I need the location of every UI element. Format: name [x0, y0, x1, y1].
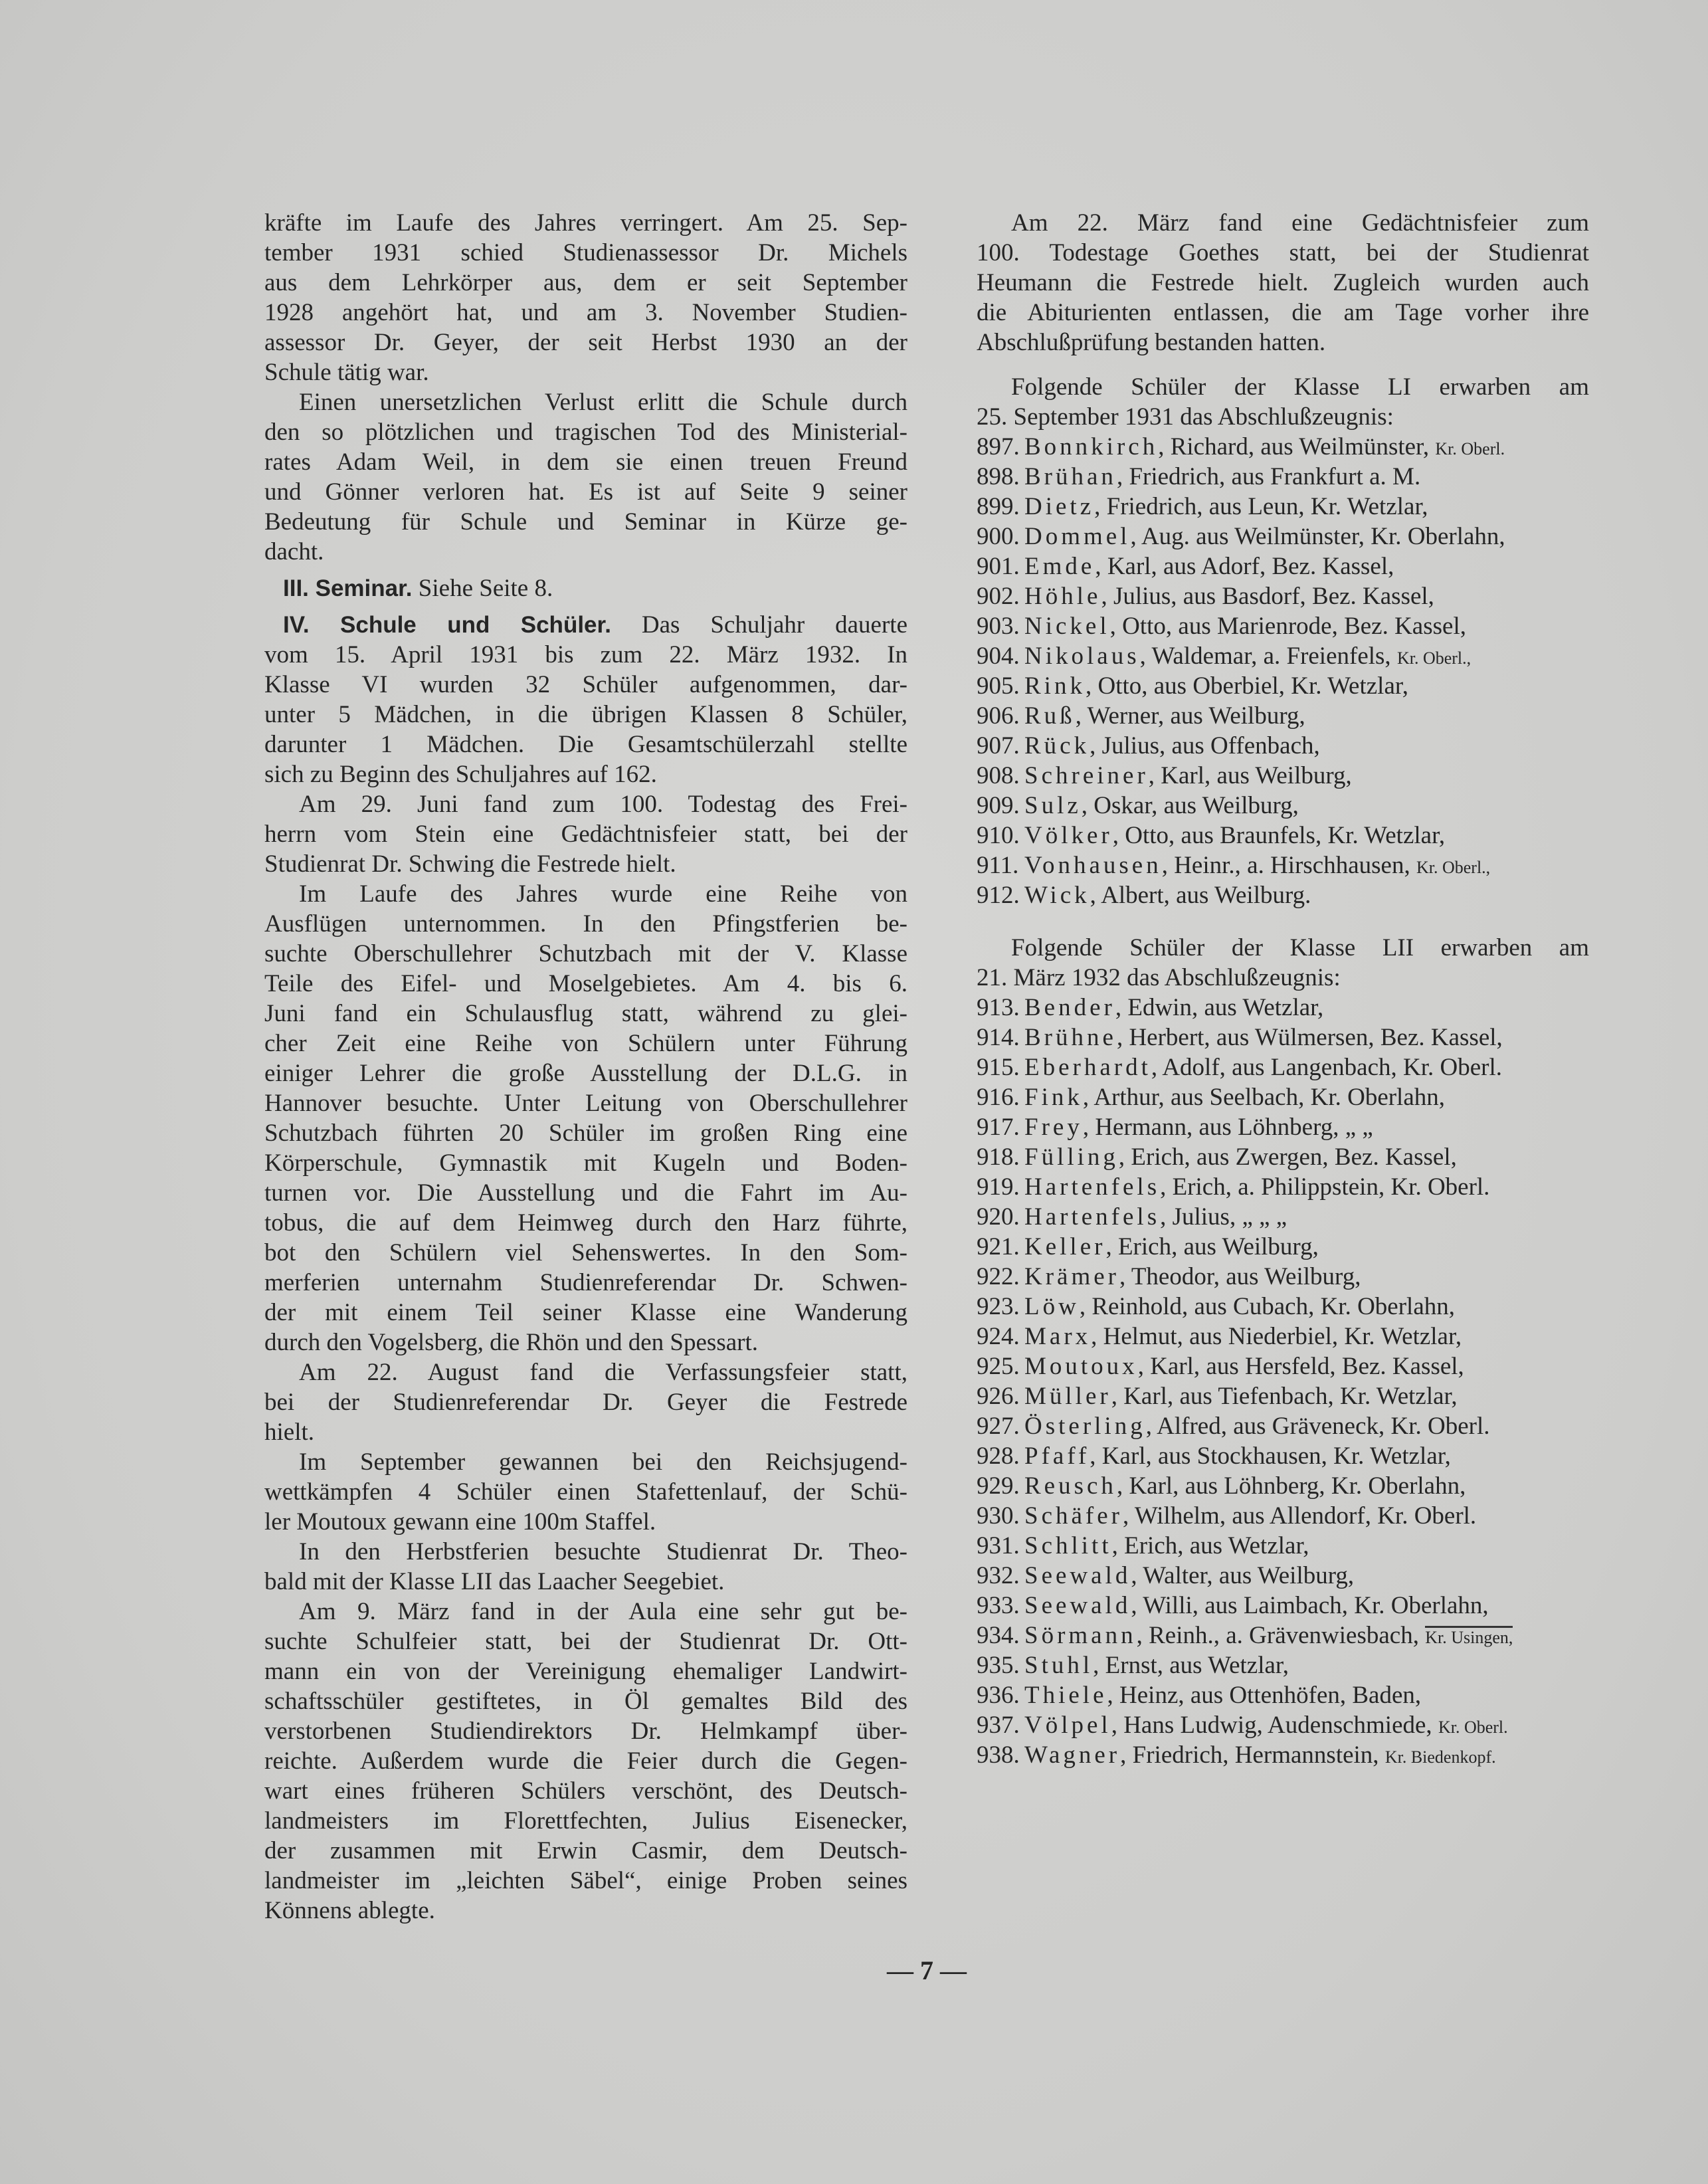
student-details: , Helmut, aus Niederbiel, Kr. Wetzlar, — [1091, 1323, 1462, 1350]
list-item — [977, 1591, 1589, 1621]
list-item — [977, 731, 1589, 761]
list-item — [977, 1710, 1589, 1740]
list-item — [977, 581, 1589, 611]
entry-number: 911. — [977, 852, 1019, 879]
student-details: , Heinr., a. Hirschhausen, — [1161, 852, 1410, 879]
text-line: Am 9. März fand in der Aula eine sehr gut be- — [299, 1598, 907, 1625]
student-details: , Erich, aus Wetzlar, — [1111, 1532, 1309, 1559]
student-surname: Sörmann — [1024, 1622, 1137, 1649]
text-line: wettkämpfen 4 Schüler einen Stafettenlauf, der Schü- — [264, 1478, 907, 1506]
student-details: , Walter, aus Weilburg, — [1131, 1562, 1355, 1589]
entry-number: 920. — [977, 1203, 1020, 1231]
text-line: 100. Todestage Goethes statt, bei der Studienrat — [977, 239, 1589, 266]
text-line: Teile des Eifel- und Moselgebietes. Am 4. bis 6. — [264, 970, 907, 997]
entry-number: 900. — [977, 523, 1020, 550]
district-note: Kr. Biedenkopf. — [1384, 1747, 1496, 1767]
text-line: rates Adam Weil, in dem sie einen treuen Freund — [264, 448, 907, 476]
entry-number: 904. — [977, 643, 1020, 670]
student-surname: Schäfer — [1024, 1502, 1123, 1530]
student-details: , Willi, aus Laimbach, Kr. Oberlahn, — [1131, 1592, 1489, 1619]
text-line: sich zu Beginn des Schuljahres auf 162. — [264, 761, 657, 788]
list-item — [977, 1351, 1589, 1381]
student-details: , Otto, aus Oberbiel, Kr. Wetzlar, — [1085, 672, 1408, 700]
student-details: , Julius, „ „ „ — [1160, 1203, 1287, 1231]
text-line: ler Moutoux gewann eine 100m Staffel. — [264, 1508, 656, 1536]
text-line: merferien unternahm Studienreferendar Dr. Schwen- — [264, 1269, 907, 1296]
district-note: Kr. Oberl. — [1435, 439, 1505, 458]
entry-number: 919. — [977, 1173, 1020, 1201]
text-line: den so plötzlichen und tragischen Tod des Ministerial- — [264, 419, 907, 446]
student-details: , Hermann, aus Löhnberg, „ „ — [1082, 1114, 1373, 1141]
student-details: , Aug. aus Weilmünster, Kr. Oberlahn, — [1130, 523, 1505, 550]
text-line: der mit einem Teil seiner Klasse eine Wanderung — [264, 1299, 907, 1326]
entry-number: 927. — [977, 1413, 1020, 1440]
student-details: , Karl, aus Löhnberg, Kr. Oberlahn, — [1116, 1472, 1466, 1500]
student-surname: Eberhardt — [1024, 1054, 1151, 1081]
entry-number: 915. — [977, 1054, 1020, 1081]
text-line: vom 15. April 1931 bis zum 22. März 1932. In — [264, 641, 907, 668]
student-surname: Keller — [1024, 1233, 1106, 1260]
text-line: bei der Studienreferendar Dr. Geyer die Festrede — [264, 1389, 907, 1416]
entry-number: 897. — [977, 433, 1020, 460]
list-item — [977, 1740, 1589, 1770]
student-surname: Höhle — [1024, 583, 1101, 610]
student-details: , Alfred, aus Grävenеck, Kr. Oberl. — [1145, 1413, 1490, 1440]
list-item — [977, 1052, 1589, 1082]
list-item — [977, 1561, 1589, 1591]
text-line: Am 29. Juni fand zum 100. Todestag des Frei- — [299, 791, 907, 818]
student-surname: Nikolaus — [1024, 643, 1140, 670]
text-line: cher Zeit eine Reihe von Schülern unter Führung — [264, 1030, 907, 1057]
student-details: , Karl, aus Weilburg, — [1148, 762, 1352, 789]
entry-number: 909. — [977, 792, 1020, 819]
entry-number: 928. — [977, 1442, 1020, 1470]
list-item — [977, 432, 1589, 462]
student-surname: Dietz — [1024, 493, 1095, 520]
list-item — [977, 1411, 1589, 1441]
entry-number: 924. — [977, 1323, 1020, 1350]
text-line: Das Schuljahr dauerte — [611, 611, 908, 639]
student-details: , Karl, aus Tiefenbach, Kr. Wetzlar, — [1111, 1383, 1458, 1410]
district-note: Kr. Oberl., — [1416, 858, 1491, 877]
text-line: 25. September 1931 das Abschlußzeugnis: — [977, 403, 1394, 431]
entry-number: 938. — [977, 1741, 1020, 1769]
list-item — [977, 522, 1589, 551]
list-item — [977, 880, 1589, 910]
section-heading: III. Seminar. — [283, 575, 413, 601]
student-details: , Wilhelm, aus Allendorf, Kr. Oberl. — [1123, 1502, 1477, 1530]
text-line: landmeisters im Florettfechten, Julius Eisenecker, — [264, 1807, 907, 1835]
text-line: Studienrat Dr. Schwing die Festrede hielt. — [264, 850, 676, 878]
district-note: Kr. Oberl., — [1396, 648, 1471, 668]
text-line: suchte Oberschullehrer Schutzbach mit der V. Klasse — [264, 940, 907, 967]
entry-number: 918. — [977, 1143, 1020, 1171]
entry-number: 902. — [977, 583, 1020, 610]
student-surname: Vonhausen — [1024, 852, 1162, 879]
student-surname: Hartenfels — [1024, 1203, 1161, 1231]
paragraph — [977, 208, 1589, 357]
student-details: , Hans Ludwig, Audenschmiede, — [1111, 1712, 1432, 1739]
student-surname: Seewald — [1024, 1562, 1131, 1589]
student-surname: Löw — [1024, 1293, 1080, 1320]
student-details: , Heinz, aus Ottenhöfen, Baden, — [1107, 1682, 1422, 1709]
list-item — [977, 993, 1589, 1023]
section-heading-line — [264, 610, 907, 640]
entry-number: 931. — [977, 1532, 1020, 1559]
student-surname: Nickel — [1024, 613, 1110, 640]
list-item — [977, 671, 1589, 701]
text-line: suchte Schulfeier statt, bei der Studienrat Dr. Ott- — [264, 1628, 907, 1655]
student-details: , Arthur, aus Seelbach, Kr. Oberlahn, — [1082, 1084, 1446, 1111]
student-details: , Albert, aus Weilburg. — [1090, 882, 1311, 909]
text-line: Schule tätig war. — [264, 359, 429, 386]
list-item — [977, 1142, 1589, 1172]
text-line: 1928 angehört hat, und am 3. November Studien- — [264, 299, 907, 326]
text-line: Schutzbach führten 20 Schüler im großen Ring eine — [264, 1120, 907, 1147]
text-line: Hannover besuchte. Unter Leitung von Oberschullehrer — [264, 1090, 907, 1117]
text-line: Siehe Seite 8. — [412, 575, 553, 602]
text-line: Juni fand ein Schulausflug statt, während zu glei- — [264, 1000, 907, 1027]
entry-number: 921. — [977, 1233, 1020, 1260]
section-heading: IV. Schule und Schüler. — [283, 612, 611, 638]
text-line: In den Herbstferien besuchte Studienrat Dr. Theo- — [299, 1538, 907, 1565]
list-item — [977, 641, 1589, 671]
student-details: , Ernst, aus Wetzlar, — [1093, 1652, 1289, 1679]
list-item — [977, 1023, 1589, 1052]
list-item — [977, 1322, 1589, 1351]
list-item — [977, 1441, 1589, 1471]
list-item — [977, 1501, 1589, 1531]
entry-number: 905. — [977, 672, 1020, 700]
section-heading-line — [264, 573, 907, 603]
entry-number: 914. — [977, 1024, 1020, 1051]
text-line: reichte. Außerdem wurde die Feier durch die Gegen- — [264, 1747, 907, 1775]
text-line: kräfte im Laufe des Jahres verringert. Am 25. Sep- — [264, 209, 907, 237]
list-item — [977, 1262, 1589, 1292]
student-details: , Karl, aus Adorf, Bez. Kassel, — [1095, 553, 1394, 580]
text-line: schaftsschüler gestiftetes, in Öl gemaltes Bild des — [264, 1688, 907, 1715]
student-surname: Bonnkirch — [1024, 433, 1159, 460]
student-details: , Herbert, aus Wülmersen, Bez. Kassel, — [1116, 1024, 1503, 1051]
paragraph — [264, 208, 907, 387]
student-surname: Pfaff — [1024, 1442, 1090, 1470]
entry-number: 925. — [977, 1353, 1020, 1380]
entry-number: 910. — [977, 822, 1020, 849]
text-line: tember 1931 schied Studienassessor Dr. Michels — [264, 239, 907, 266]
paragraph — [264, 879, 907, 1357]
student-list — [977, 993, 1589, 1770]
text-line: Am 22. August fand die Verfassungsfeier statt, — [299, 1359, 907, 1386]
list-item — [977, 1172, 1589, 1202]
list-item — [977, 791, 1589, 821]
text-line: aus dem Lehrkörper aus, dem er seit September — [264, 269, 907, 296]
student-surname: Moutoux — [1024, 1353, 1138, 1380]
entry-number: 926. — [977, 1383, 1020, 1410]
student-surname: Brühne — [1024, 1024, 1117, 1051]
text-line: assessor Dr. Geyer, der seit Herbst 1930 an der — [264, 329, 907, 356]
entry-number: 903. — [977, 613, 1020, 640]
text-line: die Abiturienten entlassen, die am Tage vorher ihre — [977, 299, 1589, 326]
list-item — [977, 551, 1589, 581]
entry-number: 916. — [977, 1084, 1020, 1111]
text-line: Ausflügen unternommen. In den Pfingstferien be- — [264, 910, 907, 938]
paragraph — [264, 610, 907, 789]
list-item — [977, 1202, 1589, 1232]
text-line: verstorbenen Studiendirektors Dr. Helmkampf über- — [264, 1718, 907, 1745]
student-surname: Frey — [1024, 1114, 1083, 1141]
student-details: , Erich, aus Weilburg, — [1105, 1233, 1319, 1260]
student-details: , Reinhold, aus Cubach, Kr. Oberlahn, — [1079, 1293, 1455, 1320]
paragraph — [264, 1357, 907, 1447]
entry-number: 917. — [977, 1114, 1020, 1141]
student-surname: Wagner — [1024, 1741, 1121, 1769]
text-line: Abschlußprüfung bestanden hatten. — [977, 329, 1326, 356]
student-details: , Friedrich, aus Leun, Kr. Wetzlar, — [1094, 493, 1428, 520]
list-item — [977, 701, 1589, 731]
student-details: , Edwin, aus Wetzlar, — [1115, 994, 1324, 1021]
student-details: , Reinh., a. Grävenwiesbach, — [1136, 1622, 1419, 1649]
text-line: Im Laufe des Jahres wurde eine Reihe von — [299, 880, 907, 908]
entry-number: 908. — [977, 762, 1020, 789]
paragraph — [264, 789, 907, 879]
student-surname: Völpel — [1024, 1712, 1111, 1739]
entry-number: 936. — [977, 1682, 1020, 1709]
student-surname: Reusch — [1024, 1472, 1117, 1500]
student-surname: Schlitt — [1024, 1532, 1112, 1559]
list-item — [977, 1650, 1589, 1680]
text-line: darunter 1 Mädchen. Die Gesamtschülerzahl stellte — [264, 731, 907, 758]
text-line: Klasse VI wurden 32 Schüler aufgenommen, dar- — [264, 671, 907, 698]
student-surname: Wick — [1024, 882, 1090, 909]
student-surname: Sulz — [1024, 792, 1082, 819]
text-line: landmeister im „leichten Säbel“, einige Proben seines — [264, 1867, 907, 1894]
student-details: , Adolf, aus Langenbach, Kr. Oberl. — [1151, 1054, 1503, 1081]
list-item — [977, 492, 1589, 522]
student-details: , Karl, aus Stockhausen, Kr. Wetzlar, — [1090, 1442, 1451, 1470]
list-item — [977, 1621, 1589, 1650]
entry-number: 913. — [977, 994, 1020, 1021]
student-details: , Friedrich, Hermannstein, — [1120, 1741, 1379, 1769]
student-surname: Fink — [1024, 1084, 1083, 1111]
list-item — [977, 1531, 1589, 1561]
student-details: , Julius, aus Offenbach, — [1090, 732, 1320, 759]
student-surname: Emde — [1024, 553, 1095, 580]
student-surname: Brühan — [1024, 463, 1117, 490]
paragraph — [264, 1597, 907, 1926]
entry-number: 898. — [977, 463, 1020, 490]
paragraph — [264, 1447, 907, 1537]
list-item — [977, 462, 1589, 492]
text-line: der zusammen mit Erwin Casmir, dem Deutsch- — [264, 1837, 907, 1864]
student-surname: Völker — [1024, 822, 1113, 849]
text-line: bald mit der Klasse LII das Laacher Seegebiet. — [264, 1568, 725, 1595]
list-item — [977, 821, 1589, 850]
entry-number: 923. — [977, 1293, 1020, 1320]
paragraph — [264, 1537, 907, 1597]
student-surname: Ruß — [1024, 702, 1076, 730]
text-line: wart eines früheren Schülers verschönt, des Deutsch- — [264, 1777, 907, 1805]
student-details: , Otto, aus Braunfels, Kr. Wetzlar, — [1112, 822, 1446, 849]
entry-number: 933. — [977, 1592, 1020, 1619]
list-item — [977, 761, 1589, 791]
entry-number: 922. — [977, 1263, 1020, 1290]
text-line: mann ein von der Vereinigung ehemaliger Landwirt- — [264, 1658, 907, 1685]
list-item — [977, 1112, 1589, 1142]
student-surname: Thiele — [1024, 1682, 1107, 1709]
district-note: Kr. Usingen, — [1425, 1626, 1513, 1647]
list-item — [977, 1471, 1589, 1501]
student-details: , Otto, aus Marienrode, Bez. Kassel, — [1109, 613, 1466, 640]
right-text-column — [977, 208, 1589, 1770]
student-surname: Seewald — [1024, 1592, 1131, 1619]
student-surname: Dommel — [1024, 523, 1131, 550]
student-surname: Müller — [1024, 1383, 1111, 1410]
list-item — [977, 1381, 1589, 1411]
paragraph — [264, 573, 907, 603]
text-line: 21. März 1932 das Abschlußzeugnis: — [977, 964, 1341, 991]
entry-number: 912. — [977, 882, 1020, 909]
list-item — [977, 1292, 1589, 1322]
student-surname: Hartenfels — [1024, 1173, 1161, 1201]
student-surname: Bender — [1024, 994, 1115, 1021]
student-surname: Österling — [1024, 1413, 1146, 1440]
student-details: , Waldemar, a. Freienfels, — [1139, 643, 1391, 670]
text-line: Körperschule, Gymnastik mit Kugeln und Boden- — [264, 1149, 907, 1177]
text-line: durch den Vogelsberg, die Rhön und den Spessart. — [264, 1329, 758, 1356]
student-surname: Rück — [1024, 732, 1090, 759]
list-item — [977, 611, 1589, 641]
text-line: Folgende Schüler der Klasse LII erwarben am — [1011, 934, 1589, 961]
left-text-column — [264, 208, 907, 1926]
text-line: unter 5 Mädchen, in die übrigen Klassen 8 Schüler, — [264, 701, 907, 728]
entry-number: 937. — [977, 1712, 1020, 1739]
student-details: , Oskar, aus Weilburg, — [1081, 792, 1299, 819]
list-item — [977, 850, 1589, 880]
paragraph — [264, 387, 907, 567]
section-intro — [977, 372, 1589, 432]
text-line: Heumann die Festrede hielt. Zugleich wurden auch — [977, 269, 1589, 296]
text-line: hielt. — [264, 1419, 315, 1446]
text-line: Könnens ablegte. — [264, 1897, 435, 1924]
student-details: , Werner, aus Weilburg, — [1075, 702, 1305, 730]
text-line: Folgende Schüler der Klasse LI erwarben am — [1011, 373, 1589, 401]
student-surname: Fülling — [1024, 1143, 1119, 1171]
page-number: — 7 — — [887, 1955, 967, 1985]
text-line: Im September gewannen bei den Reichsjugend- — [299, 1448, 907, 1476]
student-list — [977, 432, 1589, 910]
text-line: bot den Schülern viel Sehenswertes. In den Som- — [264, 1239, 907, 1266]
text-line: Einen unersetzlichen Verlust erlitt die Schule durch — [299, 389, 907, 416]
entry-number: 899. — [977, 493, 1020, 520]
student-surname: Rink — [1024, 672, 1086, 700]
section-intro — [977, 933, 1589, 993]
entry-number: 907. — [977, 732, 1020, 759]
student-details: , Richard, aus Weilmünster, — [1158, 433, 1430, 460]
text-line: Bedeutung für Schule und Seminar in Kürze ge- — [264, 508, 907, 536]
student-details: , Erich, a. Philippstein, Kr. Oberl. — [1160, 1173, 1490, 1201]
list-item — [977, 1680, 1589, 1710]
student-surname: Marx — [1024, 1323, 1091, 1350]
entry-number: 929. — [977, 1472, 1020, 1500]
text-line: turnen vor. Die Ausstellung und die Fahrt im Au- — [264, 1179, 907, 1207]
list-item — [977, 1232, 1589, 1262]
student-details: , Julius, aus Basdorf, Bez. Kassel, — [1101, 583, 1434, 610]
list-item — [977, 1082, 1589, 1112]
text-line: Am 22. März fand eine Gedächtnisfeier zum — [1011, 209, 1589, 237]
entry-number: 935. — [977, 1652, 1020, 1679]
text-line: tobus, die auf dem Heimweg durch den Harz führte, — [264, 1209, 907, 1237]
entry-number: 934. — [977, 1622, 1020, 1649]
student-details: , Karl, aus Hersfeld, Bez. Kassel, — [1137, 1353, 1464, 1380]
student-details: , Friedrich, aus Frankfurt a. M. — [1116, 463, 1421, 490]
student-surname: Krämer — [1024, 1263, 1119, 1290]
entry-number: 930. — [977, 1502, 1020, 1530]
entry-number: 901. — [977, 553, 1020, 580]
entry-number: 906. — [977, 702, 1020, 730]
student-details: , Theodor, aus Weilburg, — [1119, 1263, 1361, 1290]
district-note: Kr. Oberl. — [1438, 1718, 1508, 1737]
text-line: und Gönner verloren hat. Es ist auf Seite 9 seiner — [264, 478, 907, 506]
graduates-section — [977, 933, 1589, 1770]
student-details: , Erich, aus Zwergen, Bez. Kassel, — [1118, 1143, 1457, 1171]
text-line: dacht. — [264, 538, 324, 565]
student-surname: Stuhl — [1024, 1652, 1093, 1679]
text-line: einiger Lehrer die große Ausstellung der D.L.G. in — [264, 1060, 907, 1087]
text-line: herrn vom Stein eine Gedächtnisfeier statt, bei der — [264, 821, 907, 848]
student-surname: Schreiner — [1024, 762, 1149, 789]
graduates-section — [977, 372, 1589, 910]
entry-number: 932. — [977, 1562, 1020, 1589]
